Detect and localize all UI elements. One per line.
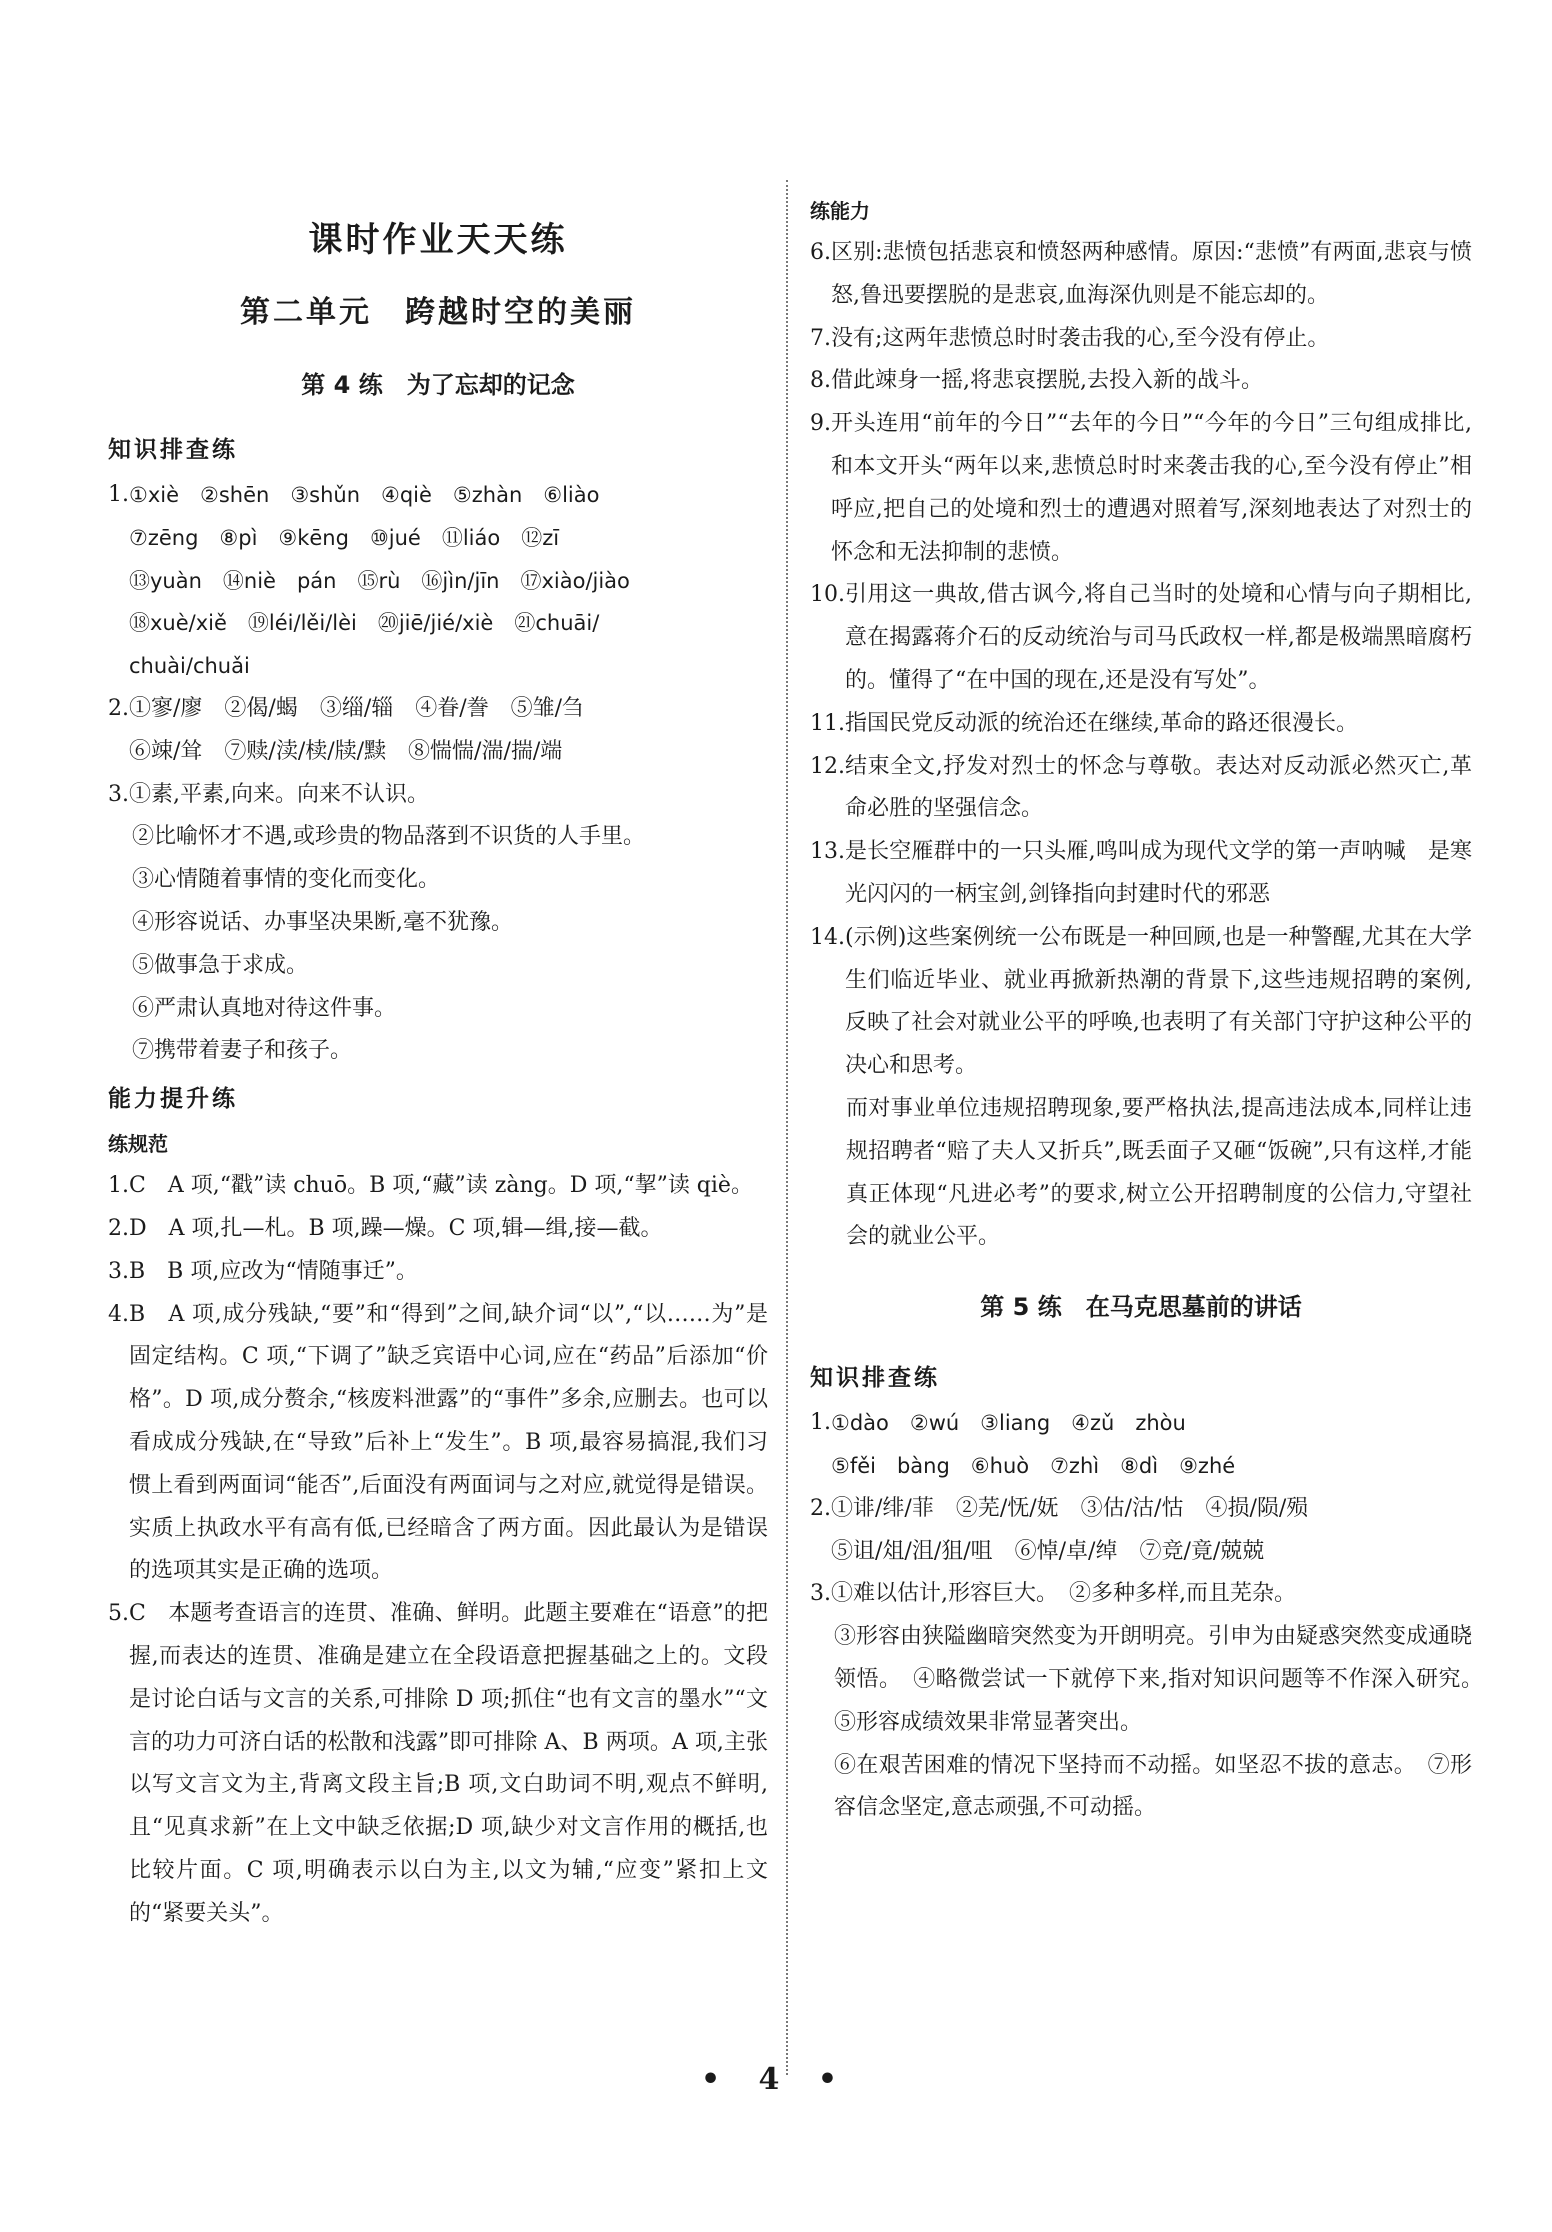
question-number: 10. [810,582,845,608]
question-number: 9. [810,411,831,437]
question-3 [108,774,768,817]
question-number: 12. [810,753,845,779]
question-2 [108,688,768,774]
answer-line: ⑦携带着妻子和孩子。 [132,1038,353,1064]
answer-line: ⑬yuàn ⑭niè pán ⑮rù ⑯jìn/jīn ⑰xiào/jiào [129,568,630,593]
question-number: 2. [108,695,129,721]
question-3 [810,1573,1472,1616]
answer-line: ①寥/廖 ②偈/蝎 ③缁/辎 ④眷/誊 ⑤雏/刍 [129,695,585,721]
question-1 [810,1402,1472,1488]
answer-text: ①难以估计,形容巨大。 ②多种多样,而且芜杂。 [831,1581,1296,1607]
answer-line: chuài/chuǎi [129,654,250,679]
question-7 [810,318,1472,361]
subsection-standard-practice: 练规范 [108,1132,168,1157]
answer-text: 没有;这两年悲愤总时时袭击我的心,至今没有停止。 [831,325,1330,351]
answer-text: D A 项,扎—札。B 项,躁—燥。C 项,辑—缉,接—截。 [129,1215,663,1241]
answer-text: B B 项,应改为“情随事迁”。 [129,1258,418,1284]
answer-text: 是长空雁群中的一只头雁,鸣叫成为现代文学的第一声呐喊 是寒光闪闪的一柄宝剑,剑锋指向封建时代的邪恶 [845,839,1472,907]
answer-text: 区别:悲愤包括悲哀和愤怒两种感情。原因:“悲愤”有两面,悲哀与愤怒,鲁迅要摆脱的是悲哀,血海深仇则是不能忘却的。 [831,240,1472,308]
answer-line: ①xiè ②shēn ③shǔn ④qiè ⑤zhàn ⑥liào [129,483,600,507]
question-number: 1. [108,482,129,507]
lesson-4-title: 第 4 练 为了忘却的记念 [301,371,575,399]
answer-text: 指国民党反动派的统治还在继续,革命的路还很漫长。 [845,710,1358,736]
answer-text [831,1402,1472,1488]
answer-line: ⑥竦/耸 ⑦赎/渎/椟/牍/黩 ⑧惴惴/湍/揣/端 [129,738,563,764]
question-6 [810,232,1472,318]
answer-text [129,474,768,688]
question-number: 3. [810,1581,831,1607]
question-9 [810,403,1472,574]
column-divider [786,180,788,2075]
answer-line: ⑦zēng ⑧pì ⑨kēng ⑩jué ⑪liáo ⑫zī [129,525,560,550]
question-1 [108,474,768,688]
question-13 [810,831,1472,917]
question-11 [810,703,1472,746]
unit-title: 第二单元 跨越时空的美丽 [240,295,636,330]
answer-line: ⑱xuè/xiě ⑲léi/lěi/lèi ⑳jiē/jié/xiè ㉑chuāi/ [129,611,600,636]
question-number: 14. [810,924,845,950]
question-12 [810,746,1472,832]
answer-text: B A 项,成分残缺,“要”和“得到”之间,缺介词“以”,“以……为”是固定结构。C 项,“下调了”缺乏宾语中心词,应在“药品”后添加“价格”。D 项,成分赘余,“核废料泄露”的“事件”多余,应删去。也可以看成成分残缺,在“导致”后补上“发生”。B 项,最容易搞混,我们习惯上看到两面词“能否”,后面没有两面词与之对应,就觉得是错误。实质上执政水平有高有低,已经暗含了两方面。因此最认为是错误的选项其实是正确的选项。 [129,1301,768,1584]
answer-text: C 本题考查语言的连贯、准确、鲜明。此题主要难在“语意”的把握,而表达的连贯、准确是建立在全段语意把握基础之上的。文段是讨论白话与文言的关系,可排除 D 项;抓住“也有文言的墨水”“文言的功力可济白话的松散和浅露”即可排除 A、B 两项。A 项,主张以写文言文为主,背离文段主旨;B 项,文白助词不明,观点不鲜明,且“见真求新”在上文中缺乏依据;D 项,缺少对文言作用的概括,也比较片面。C 项,明确表示以白为主,以文为辅,“应变”紧扣上文的“紧要关头”。 [129,1601,768,1926]
question-3 [108,1251,768,1294]
answer-line: ⑤fěi bàng ⑥huò ⑦zhì ⑧dì ⑨zhé [831,1453,1236,1478]
question-number: 2. [810,1495,831,1521]
section-knowledge-check: 知识排查练 [108,437,238,463]
question-number: 13. [810,839,845,865]
page-title: 课时作业天天练 [308,220,568,260]
question-number: 1. [108,1173,129,1199]
question-number: 7. [810,325,831,351]
question-2 [810,1488,1472,1574]
question-10 [810,574,1472,702]
answer-line: ④形容说话、办事坚决果断,毫不犹豫。 [132,909,513,935]
answer-text [129,688,768,774]
question-8 [810,360,1472,403]
answer-line: ⑥在艰苦困难的情况下坚持而不动摇。如坚忍不拔的意志。 ⑦形容信念坚定,意志顽强,不可动摇。 [834,1752,1472,1821]
answer-text: 引用这一典故,借古讽今,将自己当时的处境和心情与向子期相比,意在揭露蒋介石的反动统治与司马氏政权一样,都是极端黑暗腐朽的。懂得了“在中国的现在,还是没有写处”。 [845,582,1472,693]
question-2 [108,1208,768,1251]
question-number: 5. [108,1601,129,1627]
answer-line: ①dào ②wú ③liang ④zǔ zhòu [831,1411,1186,1436]
section-knowledge-check: 知识排查练 [810,1365,940,1392]
question-number: 2. [108,1215,129,1241]
question-number: 3. [108,781,129,807]
lesson-5-title: 第 5 练 在马克思墓前的讲话 [980,1293,1302,1322]
question-1 [108,1165,768,1208]
question-number: 6. [810,240,831,265]
question-number: 4. [108,1301,129,1327]
answer-text: C A 项,“戳”读 chuō。B 项,“藏”读 zàng。D 项,“挈”读 qiè。 [129,1173,753,1199]
page-number: • 4 • [700,2062,852,2097]
question-5 [108,1593,768,1935]
answer-text: ①素,平素,向来。向来不认识。 [129,781,429,807]
answer-text: (示例)这些案例统一公布既是一种回顾,也是一种警醒,尤其在大学生们临近毕业、就业再掀新热潮的背景下,这些违规招聘的案例,反映了社会对就业公平的呼唤,也表明了有关部门守护这种公平的决心和思考。 [845,924,1472,1079]
answer-line: ⑥严肃认真地对待这件事。 [132,995,397,1021]
question-number: 3. [108,1258,129,1284]
section-ability-improvement: 能力提升练 [108,1086,238,1113]
subsection-ability-practice: 练能力 [810,199,870,223]
answer-line: ③心情随着事情的变化而变化。 [132,867,441,893]
answer-line: ⑤做事急于求成。 [132,952,309,978]
answer-continuation: 而对事业单位违规招聘现象,要严格执法,提高违法成本,同样让违规招聘者“赔了夫人又折兵”,既丢面子又砸“饭碗”,只有这样,才能真正体现“凡进必考”的要求,树立公开招聘制度的公信力,守望社会的就业公平。 [846,1095,1472,1250]
answer-text: 结束全文,抒发对烈士的怀念与尊敬。表达对反动派必然灭亡,革命必胜的坚强信念。 [845,753,1472,822]
answer-text: 借此竦身一摇,将悲哀摆脱,去投入新的战斗。 [831,368,1263,394]
answer-text: 开头连用“前年的今日”“去年的今日”“今年的今日”三句组成排比,和本文开头“两年以来,悲愤总时时来袭击我的心,至今没有停止”相呼应,把自己的处境和烈士的遭遇对照着写,深刻地表达了对烈士的怀念和无法抑制的悲愤。 [831,411,1472,565]
question-number: 8. [810,368,831,394]
question-number: 11. [810,710,845,736]
question-14 [810,917,1472,1088]
right-column [810,186,1495,1830]
left-column [108,200,768,1936]
question-4 [108,1294,768,1594]
answer-line: ①诽/绯/菲 ②芜/怃/妩 ③估/沽/怙 ④损/陨/殒 [831,1495,1309,1521]
answer-line: ⑤诅/俎/沮/狙/咀 ⑥悼/卓/绰 ⑦竞/竟/兢兢 [831,1538,1265,1564]
answer-line: ②比喻怀才不遇,或珍贵的物品落到不识货的人手里。 [132,824,645,850]
answer-text [831,1488,1472,1574]
question-number: 1. [810,1410,831,1436]
answer-line: ③形容由狭隘幽暗突然变为开朗明亮。引申为由疑惑突然变成通晓领悟。 ④略微尝试一下就停下来,指对知识问题等不作深入研究。 ⑤形容成绩效果非常显著突出。 [834,1624,1495,1735]
